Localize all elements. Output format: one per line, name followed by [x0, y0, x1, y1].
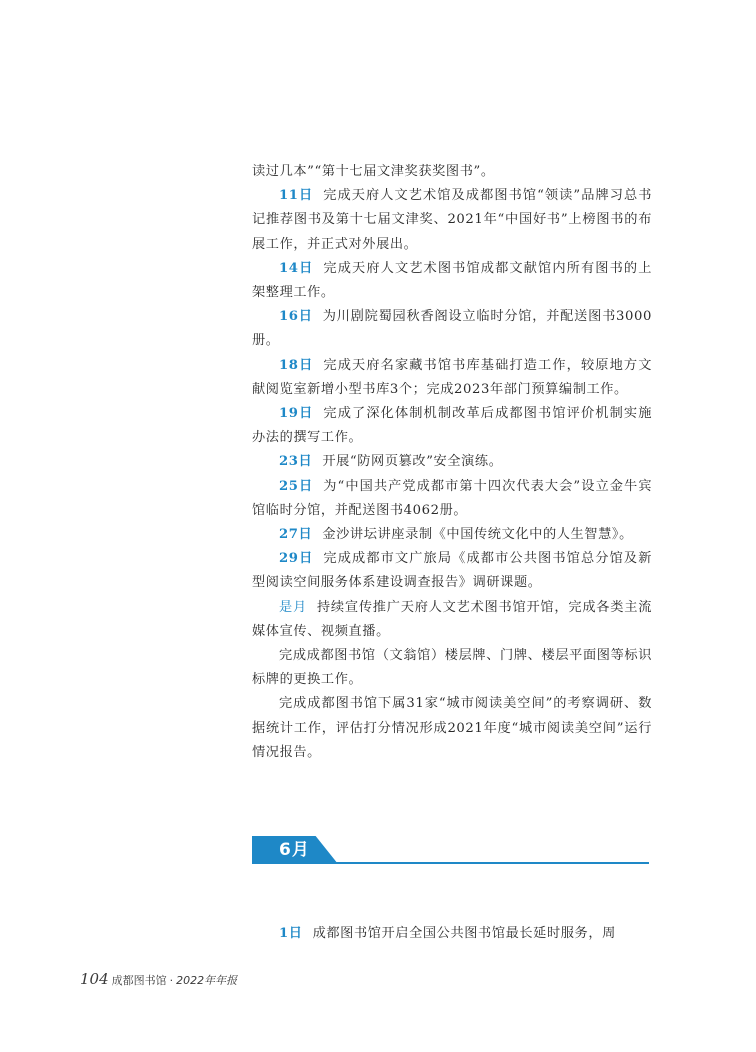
entry-day: 29日 — [279, 551, 314, 567]
entry-day: 18日 — [279, 357, 314, 373]
month-text: 持续宣传推广天府人文艺术图书馆开馆，完成各类主流媒体宣传、视频直播。 — [252, 599, 652, 639]
footer-library: 成都图书馆 — [111, 974, 167, 987]
section-divider-line — [332, 862, 649, 864]
page-footer — [80, 970, 237, 990]
entry-27 — [252, 523, 652, 547]
entry-extra-1: 完成成都图书馆（文翁馆）楼层牌、门牌、楼层平面图等标识标牌的更换工作。 — [252, 648, 652, 688]
entry-14 — [252, 257, 652, 305]
month-label: 是月 — [279, 599, 307, 615]
entry-day: 11日 — [279, 188, 314, 204]
entry-29 — [252, 547, 652, 595]
entry-day: 19日 — [279, 406, 314, 422]
body-text — [252, 160, 652, 765]
entry-text: 完成天府人文艺术图书馆成都文献馆内所有图书的上架整理工作。 — [252, 260, 652, 301]
section-header-june — [252, 836, 649, 864]
entry-25 — [252, 475, 652, 523]
june-entries — [252, 922, 656, 946]
entry-day: 25日 — [279, 478, 314, 494]
intro-continuation: 读过几本”“第十七届文津奖获奖图书”。 — [252, 164, 495, 179]
entry-day: 1日 — [279, 926, 303, 941]
entry-19 — [252, 402, 652, 450]
entry-text: 成都图书馆开启全国公共图书馆最长延时服务，周 — [312, 926, 616, 941]
entry-text: 开展“防网页篡改”安全演练。 — [322, 454, 503, 470]
entry-day: 23日 — [279, 454, 313, 470]
entry-text: 完成成都市文广旅局《成都市公共图书馆总分馆及新型阅读空间服务体系建设调查报告》调研课题。 — [252, 551, 652, 591]
entry-16 — [252, 305, 652, 353]
entry-text: 为川剧院蜀园秋香阁设立临时分馆，并配送图书3000册。 — [252, 309, 652, 349]
entry-text: 完成天府人文艺术馆及成都图书馆“领读”品牌习总书记推荐图书及第十七届文津奖、2021年“中国好书”上榜图书的布展工作，并正式对外展出。 — [252, 188, 652, 252]
entry-23 — [252, 450, 652, 474]
entry-month — [252, 596, 652, 644]
footer-separator: · — [169, 974, 174, 987]
entry-extra-2: 完成成都图书馆下属31家“城市阅读美空间”的考察调研、数据统计工作，评估打分情况形成2021年度“城市阅读美空间”运行情况报告。 — [252, 696, 652, 760]
entry-11 — [252, 184, 652, 257]
entry-june-1 — [252, 922, 656, 946]
entry-text: 完成了深化体制机制改革后成都图书馆评价机制实施办法的撰写工作。 — [252, 406, 652, 446]
entry-text: 完成天府名家藏书馆书库基础打造工作，较原地方文献阅览室新增小型书库3个；完成2023年部门预算编制工作。 — [252, 357, 652, 397]
entry-text: 为“中国共产党成都市第十四次代表大会”设立金牛宾馆临时分馆，并配送图书4062册。 — [252, 478, 652, 518]
entry-day: 27日 — [279, 527, 313, 543]
section-title: 6月 — [279, 840, 310, 860]
entry-day: 14日 — [279, 260, 314, 276]
entry-day: 16日 — [279, 309, 313, 325]
entry-text: 金沙讲坛讲座录制《中国传统文化中的人生智慧》。 — [322, 527, 633, 543]
entry-18 — [252, 354, 652, 402]
footer-report: 2022年年报 — [176, 974, 238, 987]
page-number: 104 — [80, 970, 109, 988]
